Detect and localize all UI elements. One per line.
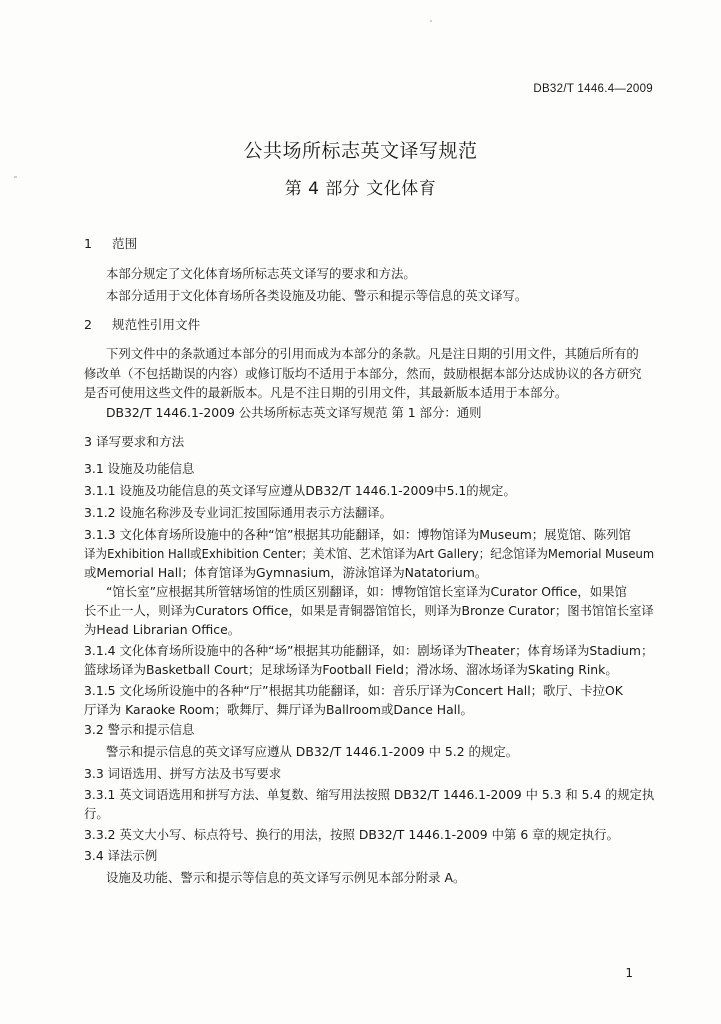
subsection-heading: 3.3 词语选用、拼写方法及书写要求 — [84, 766, 282, 781]
section-1-heading — [84, 236, 137, 252]
scan-speck — [430, 20, 432, 22]
subsection-heading: 3.4 译法示例 — [84, 848, 158, 863]
clause-line: 3.1.1 设施及功能信息的英文译写应遵从DB32/T 1446.1-2009中5.1的规定。 — [84, 483, 516, 498]
reference-entry: DB32/T 1446.1-2009 公共场所标志英文译写规范 第 1 部分：通则 — [106, 405, 482, 420]
paragraph-line: 本部分规定了文化体育场所标志英文译写的要求和方法。 — [106, 266, 416, 281]
clause-line: 3.3.1 英文词语选用和拼写方法、单复数、缩写用法按照 DB32/T 1446.1-2009 中 5.3 和 5.4 的规定执 — [84, 787, 655, 802]
paragraph-line: 下列文件中的条款通过本部分的引用而成为本部分的条款。凡是注日期的引用文件，其随后所有的 — [106, 346, 639, 361]
paragraph-line: 是否可使用这些文件的最新版本。凡是不注日期的引用文件，其最新版本适用于本部分。 — [84, 385, 568, 400]
clause-line: 篮球场译为Basketball Court；足球场译为Football Field；滑冰场、溜冰场译为Skating Rink。 — [84, 662, 618, 677]
document-title: 公共场所标志英文译写规范 — [243, 140, 478, 162]
section-title: 规范性引用文件 — [112, 317, 201, 332]
clause-line: 3.1.5 文化场所设施中的各种“厅”根据其功能翻译，如：音乐厅译为Concert Hall；歌厅、卡拉OK — [84, 683, 623, 698]
paragraph-line: 修改单（不包括勘误的内容）或修订版均不适用于本部分，然而，鼓励根据本部分达成协议的各方研究 — [84, 366, 642, 381]
page-number: 1 — [625, 966, 633, 980]
section-2-heading — [84, 317, 200, 333]
section-3-heading: 3 译写要求和方法 — [84, 434, 185, 449]
clause-line: 3.1.2 设施名称涉及专业词汇按国际通用表示方法翻译。 — [84, 505, 393, 520]
clause-line: 为Head Librarian Office。 — [84, 622, 241, 637]
clause-line: 3.1.4 文化体育场所设施中的各种“场”根据其功能翻译，如：剧场译为Theater；体育场译为Stadium； — [84, 643, 654, 658]
clause-line: 行。 — [84, 806, 109, 821]
paragraph-line: 本部分适用于文化体育场所各类设施及功能、警示和提示等信息的英文译写。 — [106, 288, 528, 303]
paragraph-line: 设施及功能、警示和提示等信息的英文译写示例见本部分附录 A。 — [106, 870, 466, 885]
clause-line: 3.3.2 英文大小写、标点符号、换行的用法，按照 DB32/T 1446.1-2009 中第 6 章的规定执行。 — [84, 827, 619, 842]
subsection-heading: 3.1 设施及功能信息 — [84, 461, 195, 476]
clause-line: 长不止一人，则译为Curators Office，如果是青铜器馆馆长，则译为Bronze Curator；图书馆馆长室译 — [84, 603, 654, 618]
clause-line: 3.1.3 文化体育场所设施中的各种“馆”根据其功能翻译，如：博物馆译为Museum；展览馆、陈列馆 — [84, 527, 631, 542]
clause-line: 厅译为 Karaoke Room；歌舞厅、舞厅译为Ballroom或Dance Hall。 — [84, 702, 473, 717]
document-part-title: 第 4 部分 文化体育 — [284, 179, 437, 199]
section-number: 2 — [84, 317, 93, 332]
paragraph-line: 警示和提示信息的英文译写应遵从 DB32/T 1446.1-2009 中 5.2 的规定。 — [106, 744, 519, 759]
section-title: 范围 — [112, 236, 138, 251]
section-number: 1 — [84, 236, 93, 251]
standard-number: DB32/T 1446.4—2009 — [533, 83, 653, 95]
subsection-heading: 3.2 警示和提示信息 — [84, 722, 195, 737]
clause-line: “馆长室”应根据其所管辖场馆的性质区别翻译，如：博物馆馆长室译为Curator Office，如果馆 — [106, 584, 627, 599]
clause-line: 译为Exhibition Hall或Exhibition Center；美术馆、艺术馆译为Art Gallery；纪念馆译为Memorial Museum — [84, 546, 655, 561]
clause-line: 或Memorial Hall；体育馆译为Gymnasium，游泳馆译为Natatorium。 — [84, 565, 488, 580]
